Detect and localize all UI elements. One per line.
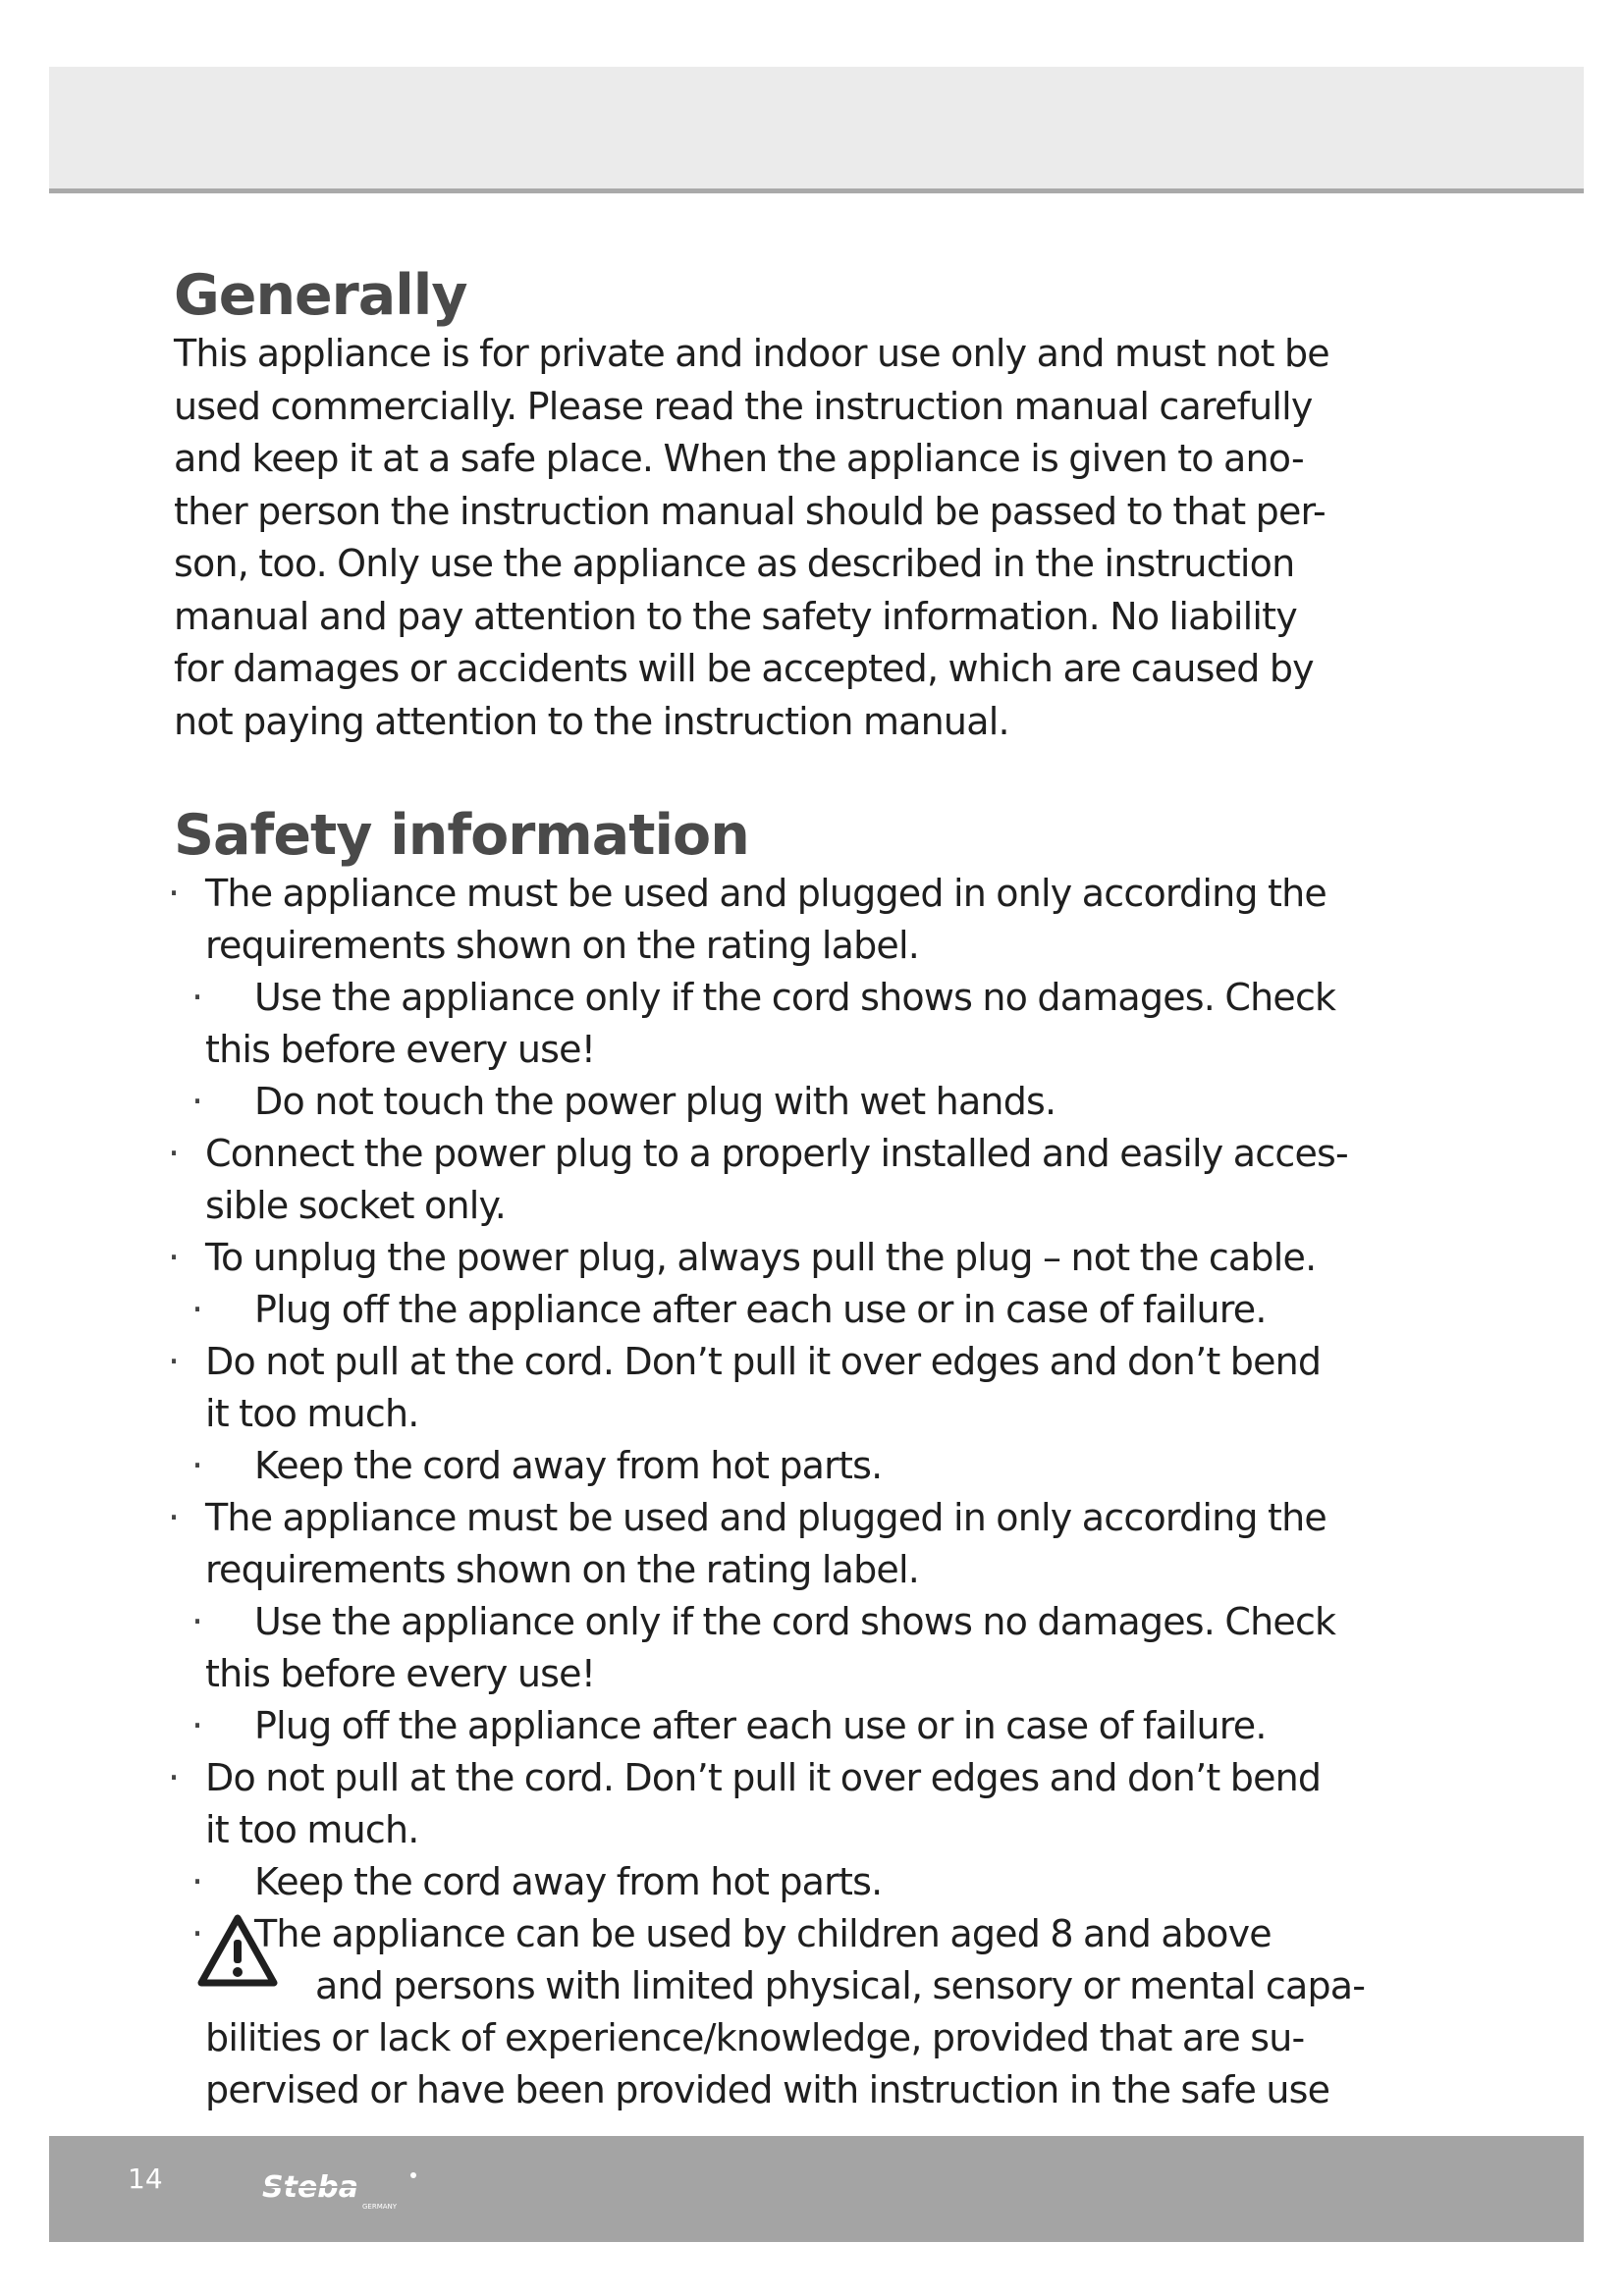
safety-item bbox=[168, 1336, 1519, 1440]
safety-item-line: Do not pull at the cord. Don’t pull it over edges and don’t bend bbox=[205, 1340, 1322, 1383]
safety-item-line: it too much. bbox=[205, 1392, 419, 1435]
paragraph-line: not paying attention to the instruction manual. bbox=[174, 699, 1009, 743]
safety-item bbox=[174, 1700, 1519, 1752]
safety-item-line: requirements shown on the rating label. bbox=[205, 1548, 920, 1591]
paragraph-line: This appliance is for private and indoor use only and must not be bbox=[174, 332, 1329, 375]
paragraph-line: ther person the instruction manual should be passed to that per- bbox=[174, 489, 1326, 533]
safety-item-line: Do not touch the power plug with wet hands. bbox=[254, 1080, 1056, 1123]
bullet-dot: · bbox=[191, 1600, 203, 1643]
paragraph-line: manual and pay attention to the safety information. No liability bbox=[174, 594, 1297, 638]
bullet-dot: · bbox=[191, 1704, 203, 1747]
safety-item-line: Use the appliance only if the cord shows no damages. Check bbox=[254, 1600, 1336, 1643]
safety-item bbox=[168, 1232, 1519, 1284]
safety-item bbox=[174, 972, 1519, 1076]
safety-item-warning bbox=[174, 1908, 1519, 2116]
bullet-dot: · bbox=[168, 1496, 180, 1539]
bullet-dot: · bbox=[168, 872, 180, 915]
paragraph-line: used commercially. Please read the instruction manual carefully bbox=[174, 384, 1313, 428]
safety-item bbox=[168, 1492, 1519, 1596]
safety-item bbox=[174, 1076, 1519, 1128]
paragraph-line: for damages or accidents will be accepted, which are caused by bbox=[174, 647, 1314, 690]
bullet-dot: · bbox=[191, 1912, 203, 1955]
safety-item-line: To unplug the power plug, always pull the plug – not the cable. bbox=[205, 1236, 1317, 1279]
generally-paragraph bbox=[174, 328, 1519, 748]
safety-item-line: this before every use! bbox=[205, 1652, 596, 1695]
safety-item bbox=[168, 868, 1519, 972]
steba-logo bbox=[260, 2167, 417, 2211]
bullet-dot: · bbox=[191, 1860, 203, 1903]
bullet-dot: · bbox=[191, 976, 203, 1019]
brand-logo-subtext: GERMANY bbox=[362, 2203, 398, 2211]
safety-item-line: requirements shown on the rating label. bbox=[205, 924, 920, 967]
bullet-dot: · bbox=[191, 1444, 203, 1487]
bullet-dot: · bbox=[191, 1288, 203, 1331]
safety-item bbox=[174, 1856, 1519, 1908]
bullet-dot: · bbox=[168, 1236, 180, 1279]
safety-information-heading: Safety information bbox=[174, 803, 749, 868]
generally-heading: Generally bbox=[174, 263, 467, 328]
safety-item bbox=[174, 1596, 1519, 1700]
header-band bbox=[49, 67, 1584, 193]
safety-list bbox=[168, 868, 1519, 2116]
safety-item-line: it too much. bbox=[205, 1808, 419, 1851]
safety-item-line: The appliance must be used and plugged in only according the bbox=[205, 872, 1326, 915]
safety-item-line: The appliance must be used and plugged in only according the bbox=[205, 1496, 1326, 1539]
page-content bbox=[168, 263, 1519, 2116]
safety-item-line: this before every use! bbox=[205, 1028, 596, 1071]
safety-item bbox=[174, 1284, 1519, 1336]
safety-item-line: bilities or lack of experience/knowledge, provided that are su- bbox=[205, 2016, 1305, 2059]
safety-item-line: Keep the cord away from hot parts. bbox=[254, 1444, 883, 1487]
bullet-dot: · bbox=[168, 1340, 180, 1383]
warning-triangle-icon bbox=[197, 1914, 278, 1989]
paragraph-line: and keep it at a safe place. When the appliance is given to ano- bbox=[174, 437, 1304, 480]
safety-item-line: Plug off the appliance after each use or in case of failure. bbox=[254, 1288, 1267, 1331]
safety-item-line: pervised or have been provided with instruction in the safe use bbox=[205, 2068, 1330, 2111]
safety-item bbox=[168, 1752, 1519, 1856]
safety-item bbox=[168, 1128, 1519, 1232]
bullet-dot: · bbox=[168, 1756, 180, 1799]
safety-item bbox=[174, 1440, 1519, 1492]
safety-item-line: Keep the cord away from hot parts. bbox=[254, 1860, 883, 1903]
page-number: 14 bbox=[128, 2163, 163, 2195]
safety-item-line: Connect the power plug to a properly installed and easily acces- bbox=[205, 1132, 1348, 1175]
safety-item-line: The appliance can be used by children aged 8 and above bbox=[254, 1912, 1272, 1955]
safety-item-line: Do not pull at the cord. Don’t pull it over edges and don’t bend bbox=[205, 1756, 1322, 1799]
brand-logo-text: Steba bbox=[262, 2170, 359, 2205]
safety-item-line: and persons with limited physical, sensory or mental capa- bbox=[315, 1964, 1366, 2007]
safety-item-line: Use the appliance only if the cord shows no damages. Check bbox=[254, 976, 1336, 1019]
safety-item-line: sible socket only. bbox=[205, 1184, 507, 1227]
bullet-dot: · bbox=[168, 1132, 180, 1175]
safety-item-line: Plug off the appliance after each use or in case of failure. bbox=[254, 1704, 1267, 1747]
bullet-dot: · bbox=[191, 1080, 203, 1123]
paragraph-line: son, too. Only use the appliance as described in the instruction bbox=[174, 542, 1295, 585]
